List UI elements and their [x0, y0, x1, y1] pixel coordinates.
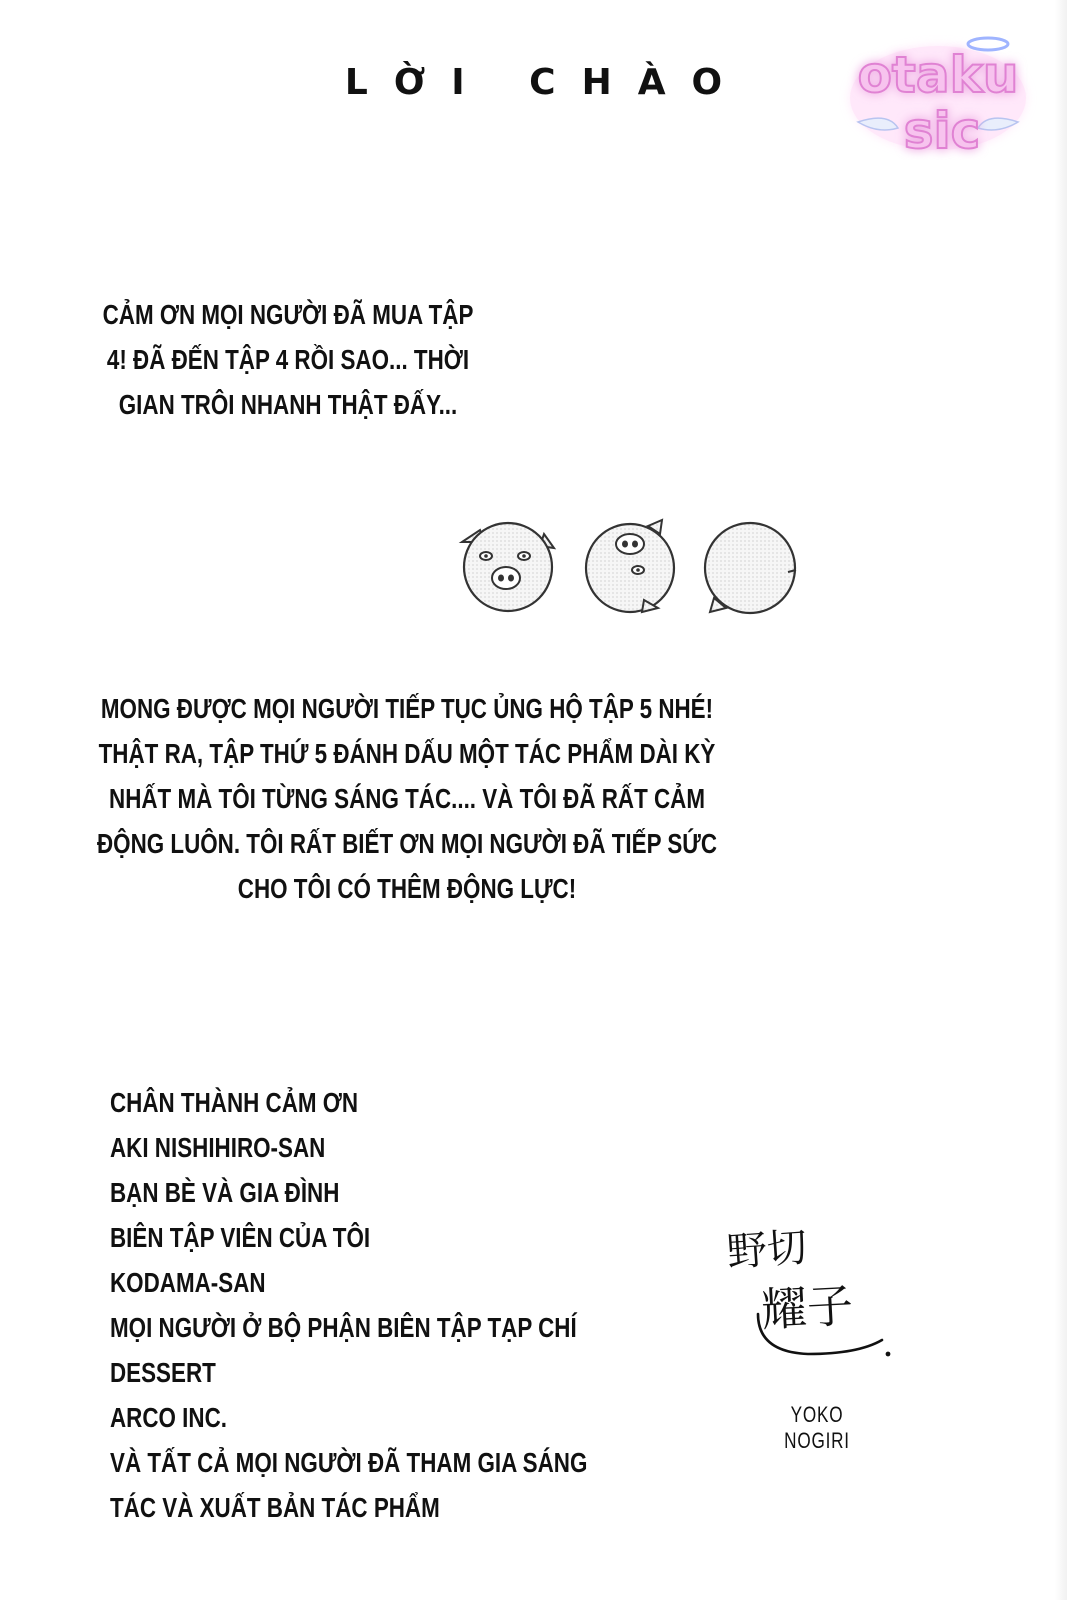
watermark-line1: otaku: [857, 46, 1019, 104]
svg-text:耀子: 耀子: [759, 1278, 855, 1337]
intro-paragraph: [88, 292, 488, 427]
pig-side-icon: [586, 520, 674, 612]
thanks-item: KODAMA-SAN: [110, 1267, 266, 1298]
pig-back-icon: [705, 523, 796, 613]
paragraph-line: THẬT RA, TẬP THỨ 5 ĐÁNH DẤU MỘT TÁC PHẨM DÀI KỲ: [98, 738, 716, 769]
handwritten-signature: [722, 1222, 902, 1377]
paragraph-line: ĐỘNG LUÔN. TÔI RẤT BIẾT ƠN MỌI NGƯỜI ĐÃ TIẾP SỨC: [96, 828, 718, 859]
thanks-item: BIÊN TẬP VIÊN CỦA TÔI: [110, 1222, 371, 1253]
thanks-item: AKI NISHIHIRO-SAN: [110, 1132, 326, 1163]
svg-text:野切: 野切: [725, 1224, 809, 1276]
intro-line: 4! ĐÃ ĐẾN TẬP 4 RỒI SAO... THỜI: [106, 344, 470, 375]
thanks-item: CHÂN THÀNH CẢM ƠN: [110, 1087, 359, 1118]
paragraph-line: CHO TÔI CÓ THÊM ĐỘNG LỰC!: [237, 873, 577, 904]
thanks-list: [110, 1080, 670, 1530]
thanks-item: VÀ TẤT CẢ MỌI NGƯỜI ĐÃ THAM GIA SÁNG: [110, 1447, 588, 1478]
watermark-line2: sic: [903, 102, 981, 160]
page-edge-shadow: [1055, 0, 1067, 1600]
thanks-item: TÁC VÀ XUẤT BẢN TÁC PHẨM: [110, 1492, 440, 1523]
signature-name: YOKO NOGIRI: [784, 1402, 850, 1453]
pig-front-icon: [462, 523, 554, 611]
intro-line: CẢM ƠN MỌI NGƯỜI ĐÃ MUA TẬP: [102, 299, 474, 330]
thanks-item: DESSERT: [110, 1357, 216, 1388]
hope-paragraph: [93, 686, 721, 911]
thanks-item: MỌI NGƯỜI Ở BỘ PHẬN BIÊN TẬP TẠP CHÍ: [110, 1312, 577, 1343]
page-title: LỜI CHÀO: [344, 62, 749, 103]
pig-doodles: [452, 512, 807, 622]
thanks-item: ARCO INC.: [110, 1402, 227, 1433]
otakusic-watermark-logo: [838, 30, 1038, 160]
paragraph-line: NHẤT MÀ TÔI TỪNG SÁNG TÁC.... VÀ TÔI ĐÃ RẤT CẢM: [109, 783, 705, 814]
paragraph-line: MONG ĐƯỢC MỌI NGƯỜI TIẾP TỤC ỦNG HỘ TẬP 5 NHÉ!: [100, 693, 714, 724]
thanks-item: BẠN BÈ VÀ GIA ĐÌNH: [110, 1177, 340, 1208]
intro-line: GIAN TRÔI NHANH THẬT ĐẤY...: [118, 389, 458, 420]
